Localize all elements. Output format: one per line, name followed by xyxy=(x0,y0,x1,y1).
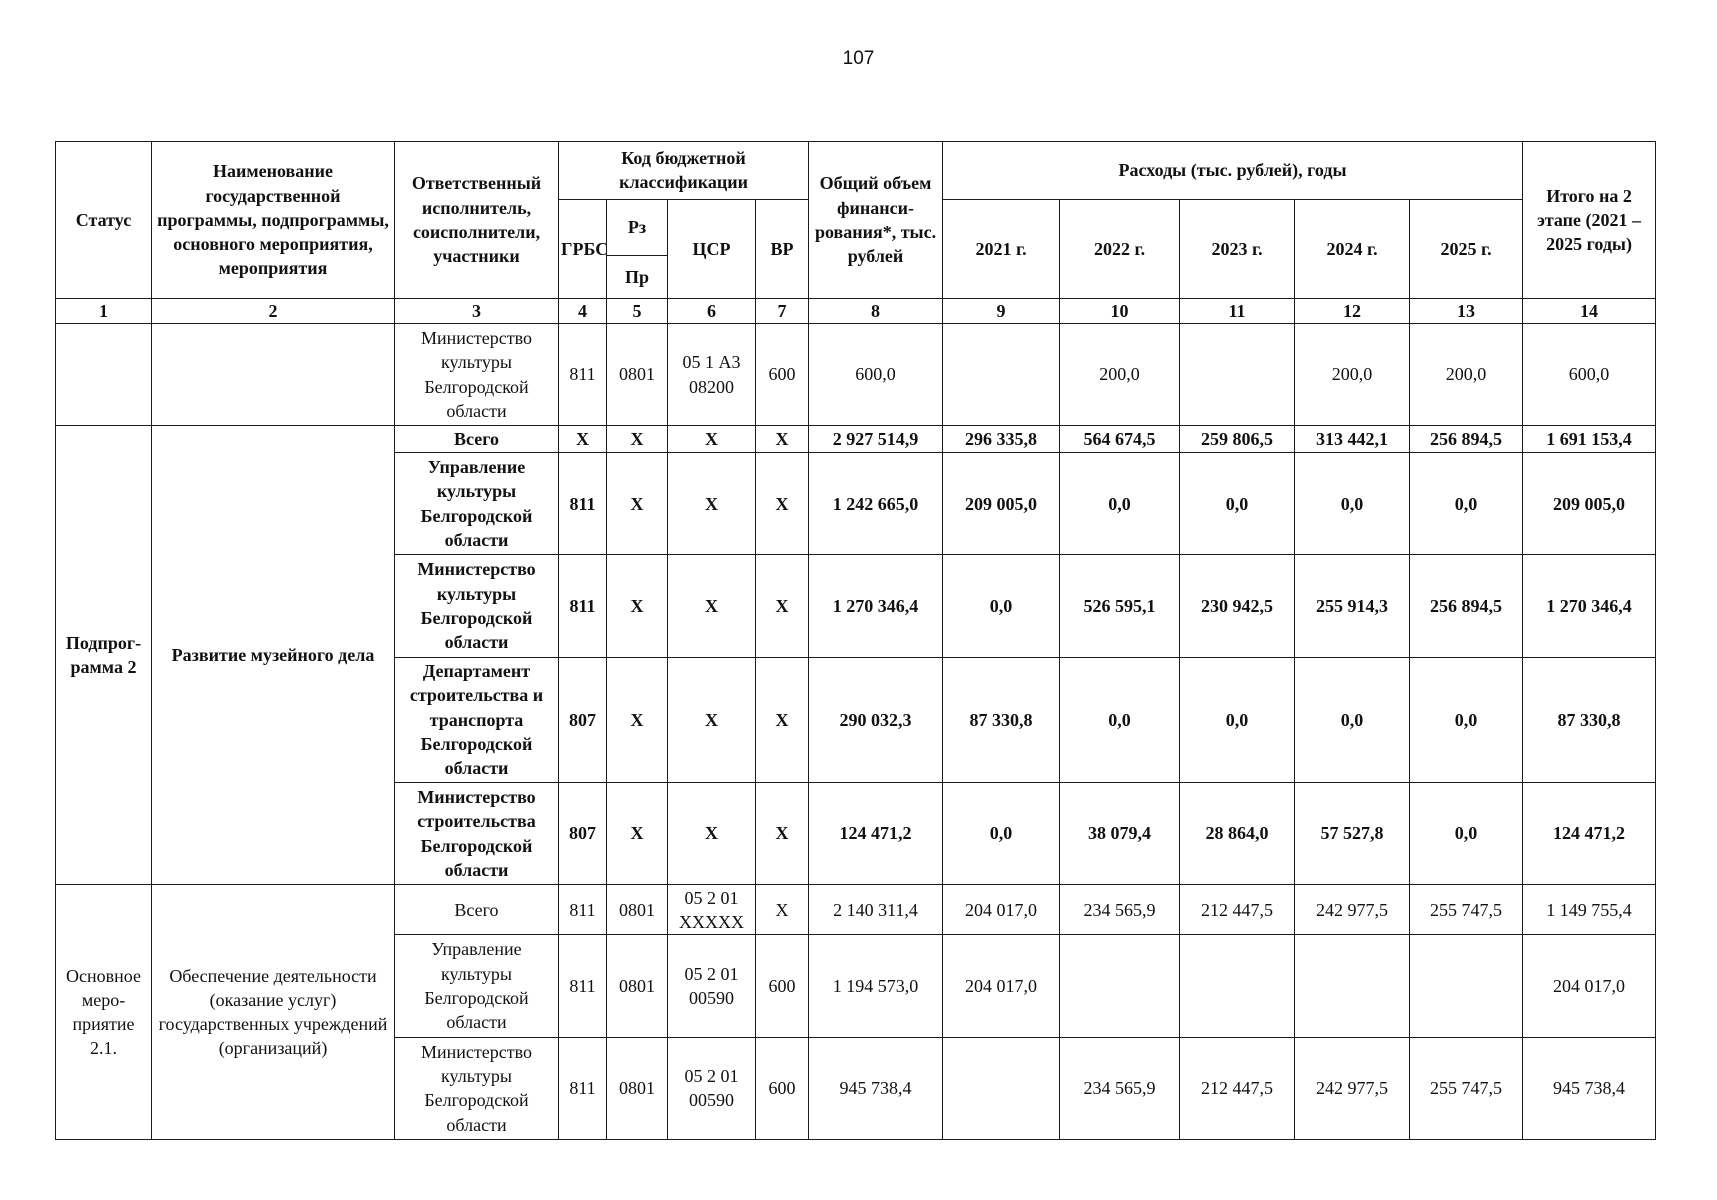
vr-cell: Х xyxy=(756,453,809,555)
csr-cell: Х xyxy=(668,555,756,657)
column-number: 2 xyxy=(152,298,395,324)
y2025-cell: 200,0 xyxy=(1410,324,1523,425)
y2025-cell: 255 747,5 xyxy=(1410,1037,1523,1139)
grbs-cell: 811 xyxy=(559,555,607,657)
csr-cell: 05 1 А3 08200 xyxy=(668,324,756,425)
rzpr-cell: 0801 xyxy=(607,935,668,1037)
column-number: 1 xyxy=(56,298,152,324)
y2025-cell: 256 894,5 xyxy=(1410,555,1523,657)
grbs-cell: 811 xyxy=(559,453,607,555)
y2024-cell xyxy=(1295,935,1410,1037)
csr-cell: Х xyxy=(668,453,756,555)
header-rz: Рз xyxy=(607,199,668,256)
y2024-cell: 242 977,5 xyxy=(1295,1037,1410,1139)
stage-total-cell: 1 691 153,4 xyxy=(1523,425,1656,452)
grbs-cell: 811 xyxy=(559,935,607,1037)
header-executor: Ответственный исполнитель, соисполнители, участники xyxy=(395,142,559,299)
header-row-top xyxy=(56,142,1656,200)
csr-cell: Х xyxy=(668,425,756,452)
column-number: 12 xyxy=(1295,298,1410,324)
rzpr-cell: 0801 xyxy=(607,885,668,935)
executor-cell: Всего xyxy=(395,885,559,935)
y2024-cell: 0,0 xyxy=(1295,657,1410,783)
y2022-cell: 564 674,5 xyxy=(1060,425,1180,452)
total-cell: 2 140 311,4 xyxy=(809,885,943,935)
y2021-cell: 0,0 xyxy=(943,783,1060,885)
y2024-cell: 313 442,1 xyxy=(1295,425,1410,452)
y2021-cell: 0,0 xyxy=(943,555,1060,657)
table-row xyxy=(56,324,1656,425)
total-cell: 2 927 514,9 xyxy=(809,425,943,452)
name-cell: Обеспечение деятельности (оказание услуг) государственных учреждений (организаций) xyxy=(152,885,395,1140)
y2022-cell: 526 595,1 xyxy=(1060,555,1180,657)
y2023-cell: 28 864,0 xyxy=(1180,783,1295,885)
rzpr-cell: 0801 xyxy=(607,1037,668,1139)
header-year-2025: 2025 г. xyxy=(1410,199,1523,298)
grbs-cell: Х xyxy=(559,425,607,452)
stage-total-cell: 204 017,0 xyxy=(1523,935,1656,1037)
vr-cell: 600 xyxy=(756,935,809,1037)
column-number: 3 xyxy=(395,298,559,324)
total-cell: 1 194 573,0 xyxy=(809,935,943,1037)
column-number-row xyxy=(56,298,1656,324)
stage-total-cell: 1 149 755,4 xyxy=(1523,885,1656,935)
name-cell: Развитие музейного дела xyxy=(152,425,395,885)
executor-cell: Министерство культуры Белгородской области xyxy=(395,555,559,657)
y2022-cell xyxy=(1060,935,1180,1037)
status-cell: Основное меро-приятие 2.1. xyxy=(56,885,152,1140)
y2025-cell: 256 894,5 xyxy=(1410,425,1523,452)
vr-cell: Х xyxy=(756,657,809,783)
grbs-cell: 811 xyxy=(559,1037,607,1139)
stage-total-cell: 1 270 346,4 xyxy=(1523,555,1656,657)
y2023-cell: 0,0 xyxy=(1180,657,1295,783)
rzpr-cell: 0801 xyxy=(607,324,668,425)
y2025-cell: 255 747,5 xyxy=(1410,885,1523,935)
executor-cell: Министерство культуры Белгородской области xyxy=(395,1037,559,1139)
csr-cell: Х xyxy=(668,783,756,885)
y2025-cell: 0,0 xyxy=(1410,783,1523,885)
header-total-volume: Общий объем финанси-рования*, тыс. рублей xyxy=(809,142,943,299)
header-name: Наименование государственной программы, подпрограммы, основного мероприятия, мероприятия xyxy=(152,142,395,299)
rzpr-cell: Х xyxy=(607,425,668,452)
rzpr-cell: Х xyxy=(607,453,668,555)
total-cell: 600,0 xyxy=(809,324,943,425)
column-number: 8 xyxy=(809,298,943,324)
column-number: 4 xyxy=(559,298,607,324)
y2022-cell: 234 565,9 xyxy=(1060,885,1180,935)
rzpr-cell: Х xyxy=(607,783,668,885)
header-year-2023: 2023 г. xyxy=(1180,199,1295,298)
y2023-cell: 212 447,5 xyxy=(1180,1037,1295,1139)
y2023-cell xyxy=(1180,324,1295,425)
y2021-cell xyxy=(943,1037,1060,1139)
total-cell: 945 738,4 xyxy=(809,1037,943,1139)
header-status: Статус xyxy=(56,142,152,299)
csr-cell: 05 2 01 00590 xyxy=(668,1037,756,1139)
y2024-cell: 57 527,8 xyxy=(1295,783,1410,885)
total-cell: 1 270 346,4 xyxy=(809,555,943,657)
header-budget-code: Код бюджетной классификации xyxy=(559,142,809,200)
executor-cell: Министерство строительства Белгородской области xyxy=(395,783,559,885)
vr-cell: Х xyxy=(756,885,809,935)
csr-cell: 05 2 01 00590 xyxy=(668,935,756,1037)
executor-cell: Министерство культуры Белгородской области xyxy=(395,324,559,425)
column-number: 10 xyxy=(1060,298,1180,324)
stage-total-cell: 945 738,4 xyxy=(1523,1037,1656,1139)
y2021-cell: 204 017,0 xyxy=(943,885,1060,935)
y2024-cell: 242 977,5 xyxy=(1295,885,1410,935)
executor-cell: Управление культуры Белгородской области xyxy=(395,453,559,555)
stage-total-cell: 209 005,0 xyxy=(1523,453,1656,555)
column-number: 5 xyxy=(607,298,668,324)
csr-cell: Х xyxy=(668,657,756,783)
rzpr-cell: Х xyxy=(607,555,668,657)
table-row xyxy=(56,885,1656,935)
y2021-cell: 296 335,8 xyxy=(943,425,1060,452)
column-number: 13 xyxy=(1410,298,1523,324)
name-cell xyxy=(152,324,395,425)
executor-cell: Управление культуры Белгородской области xyxy=(395,935,559,1037)
vr-cell: Х xyxy=(756,783,809,885)
header-year-2022: 2022 г. xyxy=(1060,199,1180,298)
header-expenses: Расходы (тыс. рублей), годы xyxy=(943,142,1523,200)
y2023-cell: 259 806,5 xyxy=(1180,425,1295,452)
y2023-cell xyxy=(1180,935,1295,1037)
total-cell: 124 471,2 xyxy=(809,783,943,885)
budget-table xyxy=(55,141,1656,1140)
executor-cell: Всего xyxy=(395,425,559,452)
column-number: 9 xyxy=(943,298,1060,324)
y2022-cell: 234 565,9 xyxy=(1060,1037,1180,1139)
column-number: 7 xyxy=(756,298,809,324)
y2023-cell: 212 447,5 xyxy=(1180,885,1295,935)
y2021-cell: 204 017,0 xyxy=(943,935,1060,1037)
y2023-cell: 230 942,5 xyxy=(1180,555,1295,657)
status-cell xyxy=(56,324,152,425)
header-year-2021: 2021 г. xyxy=(943,199,1060,298)
grbs-cell: 807 xyxy=(559,657,607,783)
y2023-cell: 0,0 xyxy=(1180,453,1295,555)
header-csr: ЦСР xyxy=(668,199,756,298)
column-number: 6 xyxy=(668,298,756,324)
column-number: 14 xyxy=(1523,298,1656,324)
total-cell: 290 032,3 xyxy=(809,657,943,783)
executor-cell: Департамент строительства и транспорта Белгородской области xyxy=(395,657,559,783)
vr-cell: 600 xyxy=(756,1037,809,1139)
csr-cell: 05 2 01 ХХХХХ xyxy=(668,885,756,935)
y2022-cell: 0,0 xyxy=(1060,657,1180,783)
stage-total-cell: 87 330,8 xyxy=(1523,657,1656,783)
vr-cell: Х xyxy=(756,425,809,452)
y2025-cell: 0,0 xyxy=(1410,453,1523,555)
rzpr-cell: Х xyxy=(607,657,668,783)
page-number: 107 xyxy=(842,48,875,69)
grbs-cell: 811 xyxy=(559,324,607,425)
y2022-cell: 200,0 xyxy=(1060,324,1180,425)
y2024-cell: 0,0 xyxy=(1295,453,1410,555)
grbs-cell: 807 xyxy=(559,783,607,885)
y2021-cell: 209 005,0 xyxy=(943,453,1060,555)
header-grbs: ГРБС xyxy=(559,199,607,298)
header-stage-total: Итого на 2 этапе (2021 – 2025 годы) xyxy=(1523,142,1656,299)
column-number: 11 xyxy=(1180,298,1295,324)
stage-total-cell: 600,0 xyxy=(1523,324,1656,425)
y2021-cell xyxy=(943,324,1060,425)
header-vr: ВР xyxy=(756,199,809,298)
vr-cell: 600 xyxy=(756,324,809,425)
header-year-2024: 2024 г. xyxy=(1295,199,1410,298)
grbs-cell: 811 xyxy=(559,885,607,935)
y2025-cell: 0,0 xyxy=(1410,657,1523,783)
header-pr: Пр xyxy=(607,256,668,299)
total-cell: 1 242 665,0 xyxy=(809,453,943,555)
y2024-cell: 255 914,3 xyxy=(1295,555,1410,657)
y2024-cell: 200,0 xyxy=(1295,324,1410,425)
table-row xyxy=(56,425,1656,452)
y2022-cell: 0,0 xyxy=(1060,453,1180,555)
y2021-cell: 87 330,8 xyxy=(943,657,1060,783)
y2022-cell: 38 079,4 xyxy=(1060,783,1180,885)
vr-cell: Х xyxy=(756,555,809,657)
y2025-cell xyxy=(1410,935,1523,1037)
status-cell: Подпрог-рамма 2 xyxy=(56,425,152,885)
stage-total-cell: 124 471,2 xyxy=(1523,783,1656,885)
